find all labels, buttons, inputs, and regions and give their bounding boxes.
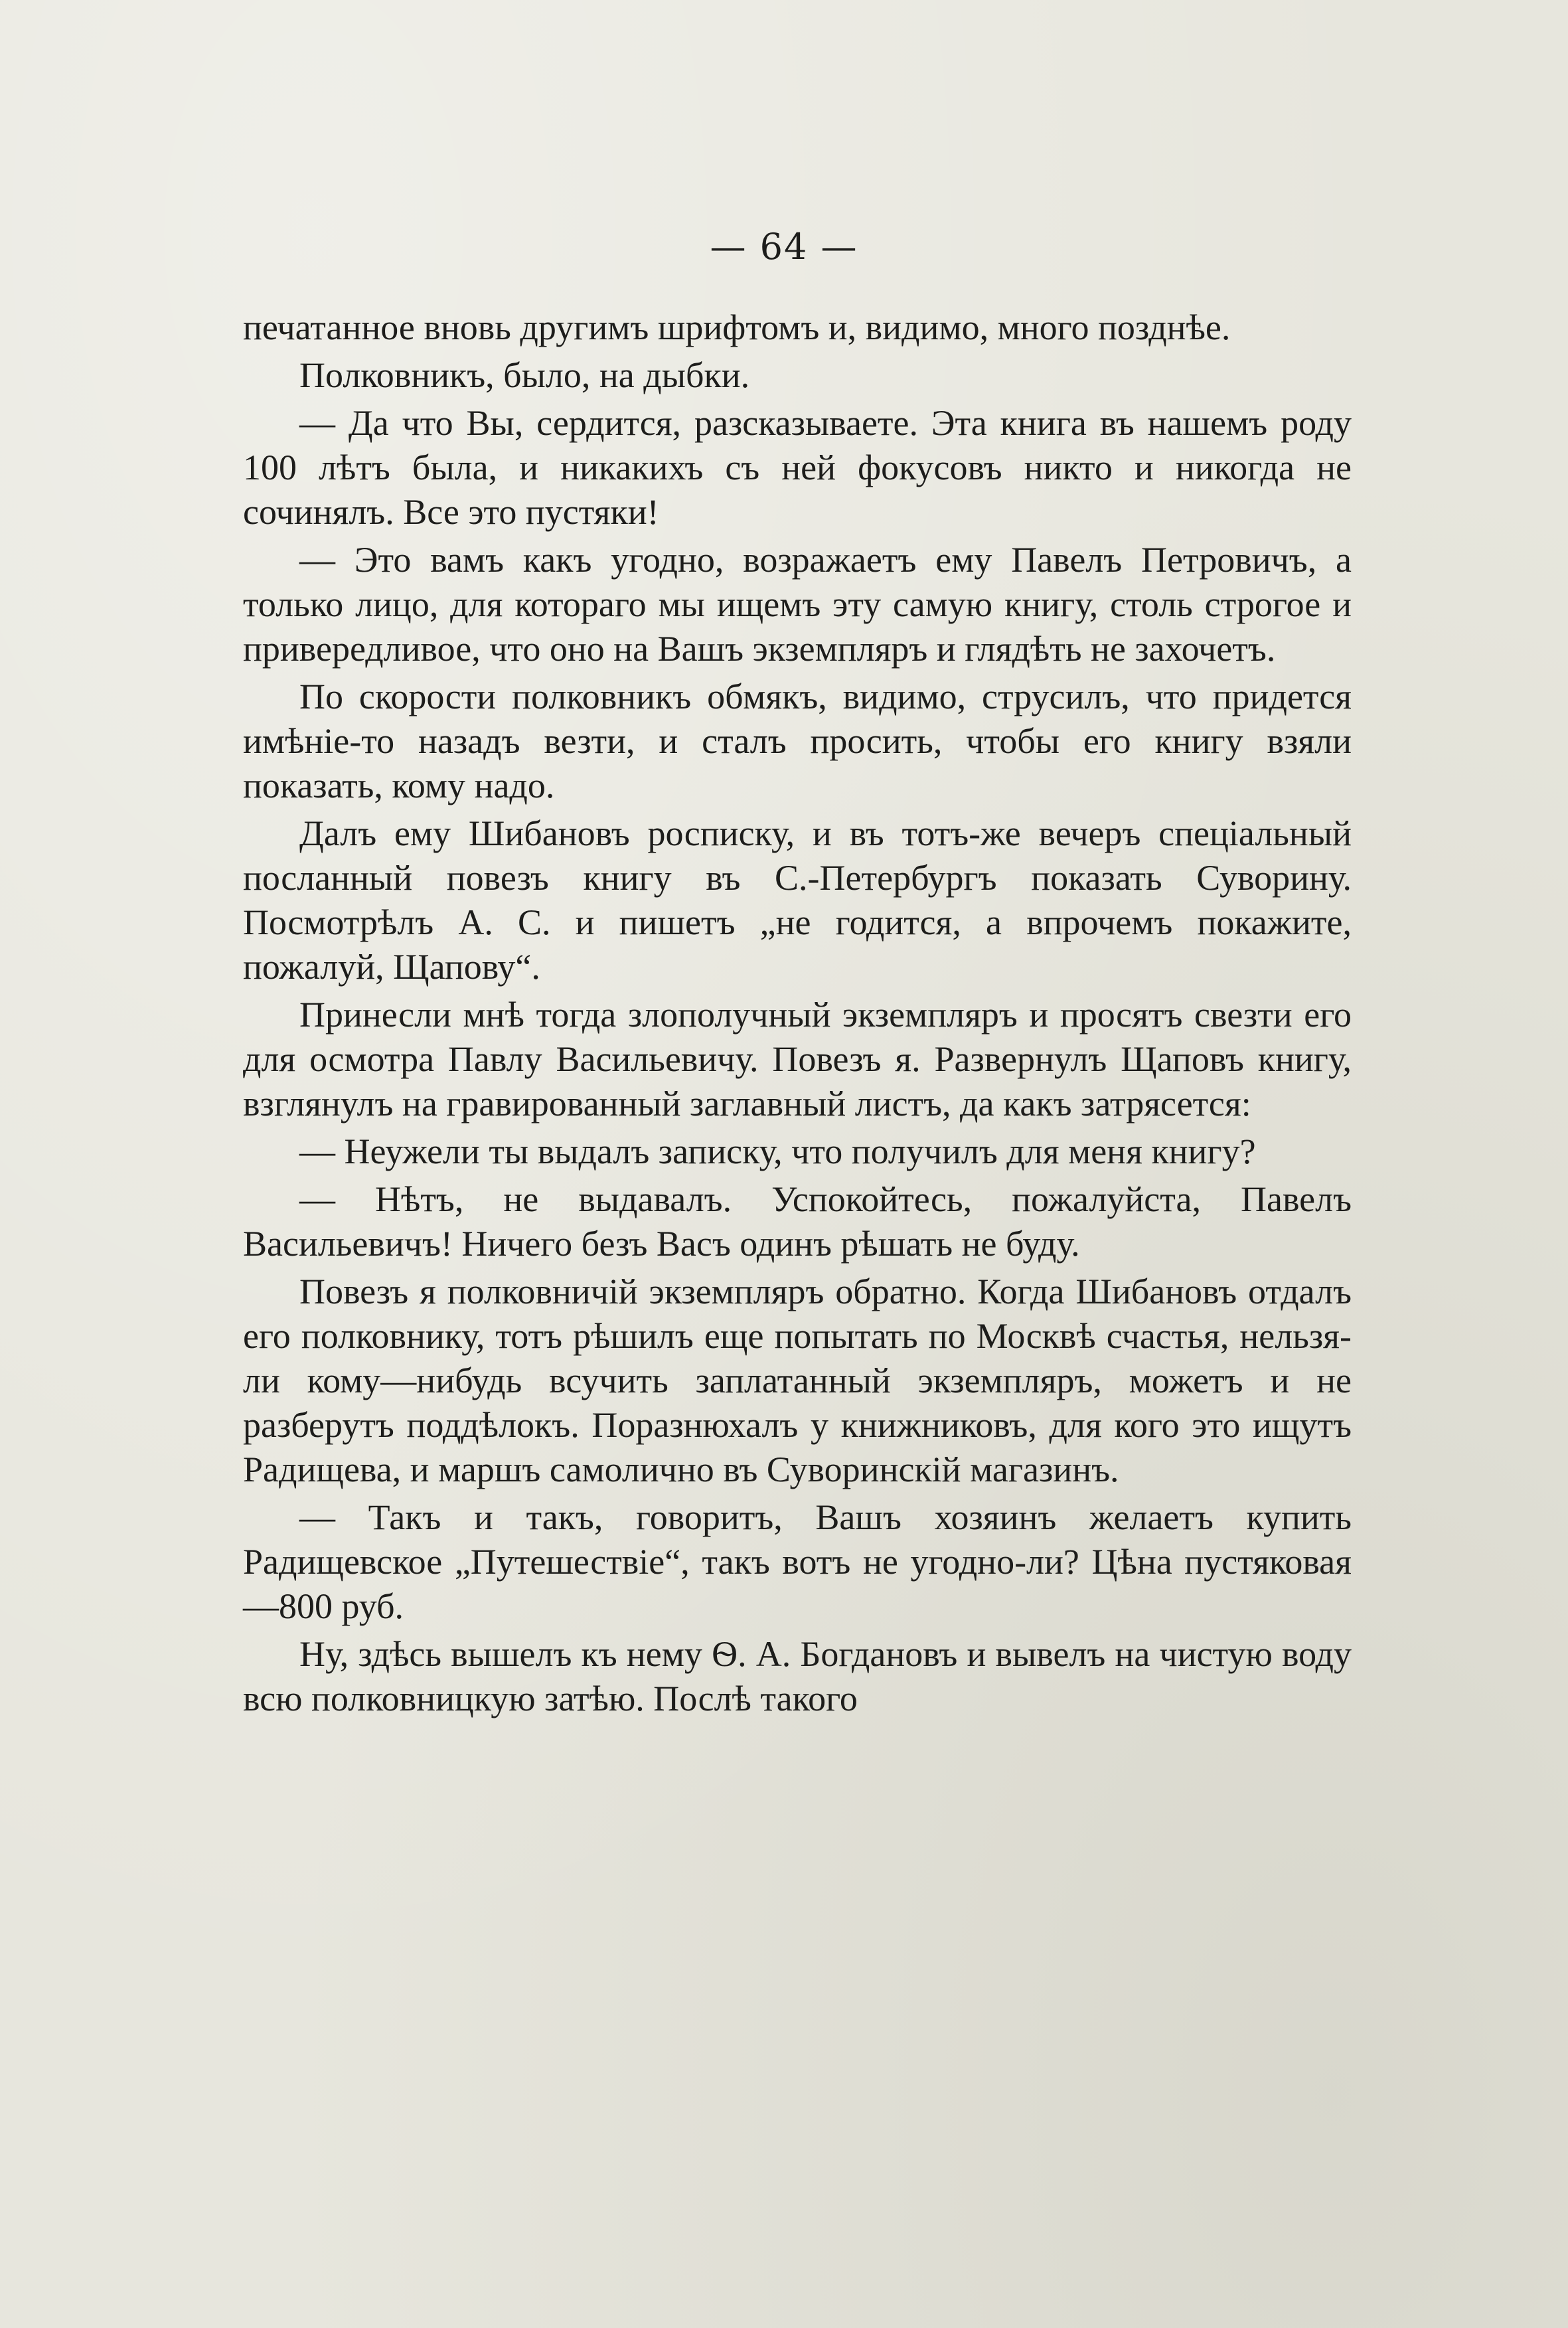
paragraph-continued: печатанное вновь другимъ шрифтомъ и, видимо, много позднѣе. bbox=[243, 307, 1231, 347]
paragraph: Повезъ я полковничій экземпляръ обратно. Когда Шибановъ отдалъ его полковнику, тотъ рѣшилъ еще попытать по Москвѣ счастья, нельзя-ли кому—нибудь всучить заплатанный экземпляръ, можетъ и не разберутъ поддѣлокъ. Поразнюхалъ у книжниковъ, для кого это ищутъ Радищева, и маршъ самолично въ Суворинскій магазинъ. bbox=[243, 1272, 1352, 1489]
body-text bbox=[243, 305, 1352, 1724]
page-number: — 64 — bbox=[710, 226, 858, 268]
paragraph: — Неужели ты выдалъ записку, что получилъ для меня книгу? bbox=[299, 1131, 1256, 1171]
paragraph: Ну, здѣсь вышелъ къ нему Ѳ. А. Богдановъ и вывелъ на чистую воду всю полковницкую затѣю. Послѣ такого bbox=[243, 1634, 1352, 1718]
paragraph: — Да что Вы, сердится, разсказываете. Эта книга въ нашемъ роду 100 лѣтъ была, и никакихъ съ ней фокусовъ никто и никогда не сочинялъ. Все это пустяки! bbox=[243, 403, 1352, 532]
paragraph: — Такъ и такъ, говоритъ, Вашъ хозяинъ желаетъ купить Радищевское „Путешествіе“, такъ вотъ не угодно-ли? Цѣна пустяковая—800 руб. bbox=[243, 1497, 1352, 1626]
paragraph: Далъ ему Шибановъ росписку, и въ тотъ-же вечеръ спеціальный посланный повезъ книгу въ С.-Петербургъ показать Суворину. Посмотрѣлъ А. С. и пишетъ „не годится, а впрочемъ покажите, пожалуй, Щапову“. bbox=[243, 813, 1352, 987]
paragraph: По скорости полковникъ обмякъ, видимо, струсилъ, что придется имѣніе-то назадъ везти, и сталъ просить, чтобы его книгу взяли показать, кому надо. bbox=[243, 677, 1352, 805]
paragraph: Принесли мнѣ тогда злополучный экземпляръ и просятъ свезти его для осмотра Павлу Васильевичу. Повезъ я. Развернулъ Щаповъ книгу, взглянулъ на гравированный заглавный листъ, да какъ затрясется: bbox=[243, 995, 1352, 1123]
paragraph: — Это вамъ какъ угодно, возражаетъ ему Павелъ Петровичъ, а только лицо, для котораго мы ищемъ эту самую книгу, столь строгое и привередливое, что оно на Вашъ экземпляръ и глядѣть не захочетъ. bbox=[243, 540, 1352, 669]
paragraph: — Нѣтъ, не выдавалъ. Успокойтесь, пожалуйста, Павелъ Васильевичъ! Ничего безъ Васъ одинъ рѣшать не буду. bbox=[243, 1179, 1352, 1264]
paragraph: Полковникъ, было, на дыбки. bbox=[299, 355, 750, 395]
